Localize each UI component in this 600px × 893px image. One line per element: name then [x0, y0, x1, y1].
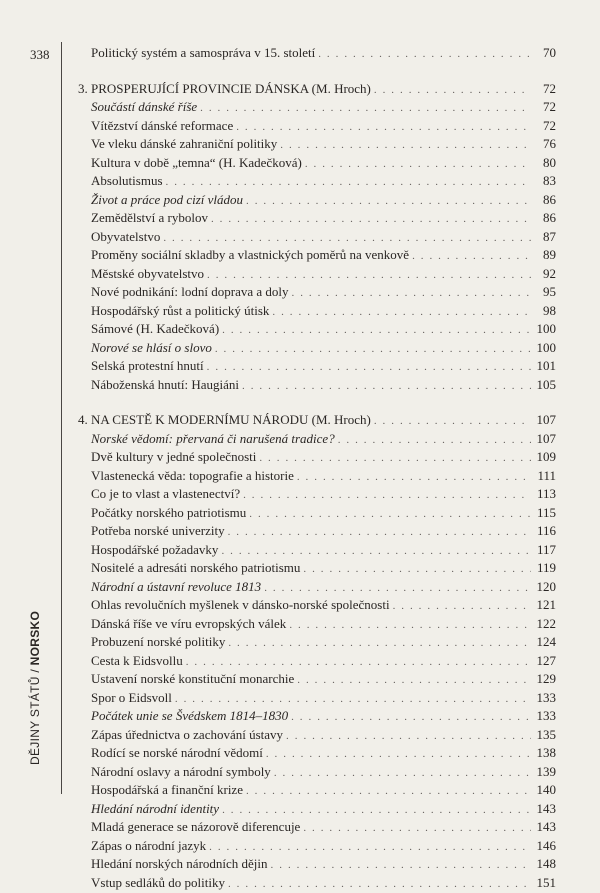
toc-entry [78, 154, 556, 173]
toc-entry-title: Vlastenecká věda: topografie a historie [78, 467, 294, 486]
dot-leader [280, 136, 531, 155]
toc-entry [78, 357, 556, 376]
toc-entry [78, 522, 556, 541]
dot-leader [175, 690, 531, 709]
dot-leader [249, 505, 531, 524]
dot-leader [338, 431, 531, 450]
toc-entry-page: 100 [534, 339, 556, 358]
dot-leader [228, 875, 531, 893]
toc-entry [78, 246, 556, 265]
toc-entry-title: Nositelé a adresáti norského patriotismu [78, 559, 300, 578]
toc-entry-title: Hledání národní identity [78, 800, 219, 819]
dot-leader [289, 616, 531, 635]
toc-entry-title: Národní oslavy a národní symboly [78, 763, 271, 782]
toc-entry [78, 44, 556, 63]
toc-entry-page: 107 [534, 430, 556, 449]
toc-entry-page: 143 [534, 818, 556, 837]
dot-leader [259, 449, 531, 468]
toc-entry [78, 800, 556, 819]
dot-leader [242, 377, 531, 396]
toc-entry-title: Ustavení norské konstituční monarchie [78, 670, 294, 689]
dot-leader [186, 653, 531, 672]
dot-leader [393, 597, 531, 616]
dot-leader [228, 634, 531, 653]
dot-leader [266, 745, 531, 764]
toc-entry-page: 148 [534, 855, 556, 874]
toc-entry-title: Spor o Eidsvoll [78, 689, 172, 708]
toc-entry [78, 376, 556, 395]
toc-entry [78, 707, 556, 726]
running-title-series: DĚJINY STÁTŮ / [28, 665, 42, 765]
toc-entry [78, 485, 556, 504]
dot-leader [200, 99, 531, 118]
toc-entry [78, 763, 556, 782]
toc-entry-page: 105 [534, 376, 556, 395]
toc-entry-page: 127 [534, 652, 556, 671]
toc-entry [78, 135, 556, 154]
dot-leader [274, 764, 531, 783]
toc-entry-title: Norové se hlásí o slovo [78, 339, 212, 358]
toc-entry-page: 98 [534, 302, 556, 321]
dot-leader [271, 856, 531, 875]
toc-entry [78, 744, 556, 763]
toc-entry-title: Kultura v době „temna“ (H. Kadečková) [78, 154, 302, 173]
toc-entry-page: 146 [534, 837, 556, 856]
toc-entry-title: Mladá generace se názorově diferencuje [78, 818, 300, 837]
toc-entry-page: 117 [534, 541, 556, 560]
dot-leader [374, 81, 531, 100]
dot-leader [291, 708, 531, 727]
toc-entry [78, 781, 556, 800]
dot-leader [305, 155, 531, 174]
toc-entry-title: Hospodářský růst a politický útisk [78, 302, 269, 321]
toc-entry-title: Zemědělství a rybolov [78, 209, 208, 228]
dot-leader [297, 671, 531, 690]
toc-entry-page: 95 [534, 283, 556, 302]
toc-entry-page: 119 [534, 559, 556, 578]
toc-entry [78, 320, 556, 339]
dot-leader [166, 173, 531, 192]
toc-entry-title: Absolutismus [78, 172, 163, 191]
dot-leader [264, 579, 531, 598]
dot-leader [236, 118, 531, 137]
toc-entry-page: 135 [534, 726, 556, 745]
toc-entry [78, 191, 556, 210]
toc-entry [78, 504, 556, 523]
chapter-heading [78, 411, 556, 430]
toc-entry-page: 121 [534, 596, 556, 615]
toc-entry-title: Zápas úřednictva o zachování ústavy [78, 726, 283, 745]
toc-entry-title: 3. PROSPERUJÍCÍ PROVINCIE DÁNSKA (M. Hroch) [78, 80, 371, 99]
toc-entry [78, 430, 556, 449]
toc-entry-title: Zápas o národní jazyk [78, 837, 206, 856]
dot-leader [243, 486, 531, 505]
toc-entry-page: 116 [534, 522, 556, 541]
toc-entry-page: 120 [534, 578, 556, 597]
toc-entry-page: 133 [534, 707, 556, 726]
dot-leader [297, 468, 531, 487]
toc-entry-title: Dvě kultury v jedné společnosti [78, 448, 256, 467]
dot-leader [286, 727, 531, 746]
toc-entry-page: 72 [534, 117, 556, 136]
dot-leader [207, 358, 531, 377]
toc-entry [78, 172, 556, 191]
toc-entry [78, 448, 556, 467]
toc-entry-title: Obyvatelstvo [78, 228, 160, 247]
dot-leader [163, 229, 531, 248]
toc-entry-page: 143 [534, 800, 556, 819]
toc-entry-page: 122 [534, 615, 556, 634]
dot-leader [211, 210, 531, 229]
toc-entry [78, 818, 556, 837]
toc-entry [78, 98, 556, 117]
dot-leader [222, 321, 531, 340]
toc-entry [78, 117, 556, 136]
toc-entry-title: Hospodářské požadavky [78, 541, 218, 560]
toc-entry [78, 578, 556, 597]
toc-entry [78, 855, 556, 874]
dot-leader [246, 782, 531, 801]
dot-leader [209, 838, 531, 857]
page-number: 338 [30, 47, 50, 63]
toc-entry-title: 4. NA CESTĚ K MODERNÍMU NÁRODU (M. Hroch) [78, 411, 371, 430]
dot-leader [228, 523, 531, 542]
toc-entry [78, 283, 556, 302]
toc-entry-page: 113 [534, 485, 556, 504]
toc-entry [78, 302, 556, 321]
toc-entry [78, 652, 556, 671]
toc-entry-title: Rodící se norské národní vědomí [78, 744, 263, 763]
toc-entry-title: Součástí dánské říše [78, 98, 197, 117]
chapter-spacer [78, 394, 556, 411]
toc-entry-page: 115 [534, 504, 556, 523]
toc-entry-title: Dánská říše ve víru evropských válek [78, 615, 286, 634]
toc-entry-page: 86 [534, 191, 556, 210]
dot-leader [215, 340, 531, 359]
dot-leader [303, 560, 531, 579]
toc-entry-title: Národní a ústavní revoluce 1813 [78, 578, 261, 597]
toc-entry-page: 92 [534, 265, 556, 284]
toc-entry-title: Sámové (H. Kadečková) [78, 320, 219, 339]
toc-entry-title: Hledání norských národních dějin [78, 855, 268, 874]
toc-entry-title: Vítězství dánské reformace [78, 117, 233, 136]
toc-entry-title: Náboženská hnutí: Haugiáni [78, 376, 239, 395]
toc-entry-page: 72 [534, 80, 556, 99]
toc-entry-page: 86 [534, 209, 556, 228]
dot-leader [292, 284, 532, 303]
toc-entry-title: Proměny sociální skladby a vlastnických poměrů na venkově [78, 246, 409, 265]
toc-entry [78, 837, 556, 856]
toc-entry-title: Hospodářská a finanční krize [78, 781, 243, 800]
dot-leader [221, 542, 531, 561]
toc-entry-title: Cesta k Eidsvollu [78, 652, 183, 671]
toc-entry-page: 109 [534, 448, 556, 467]
toc-entry [78, 874, 556, 893]
toc-entry [78, 689, 556, 708]
dot-leader [207, 266, 531, 285]
toc-entry-page: 72 [534, 98, 556, 117]
toc-entry-page: 151 [534, 874, 556, 893]
toc-entry-page: 76 [534, 135, 556, 154]
toc-entry-page: 140 [534, 781, 556, 800]
toc-entry-title: Ve vleku dánské zahraniční politiky [78, 135, 277, 154]
toc-entry [78, 265, 556, 284]
toc-entry-title: Selská protestní hnutí [78, 357, 204, 376]
toc-entry [78, 228, 556, 247]
toc-entry-title: Co je to vlast a vlastenectví? [78, 485, 240, 504]
dot-leader [374, 412, 531, 431]
toc-entry-page: 89 [534, 246, 556, 265]
toc-entry-page: 124 [534, 633, 556, 652]
toc-entry [78, 339, 556, 358]
toc-entry-title: Norské vědomí: přervaná či narušená tradice? [78, 430, 335, 449]
toc-entry [78, 541, 556, 560]
toc-entry-page: 80 [534, 154, 556, 173]
toc-entry-title: Ohlas revolučních myšlenek v dánsko-norské společnosti [78, 596, 390, 615]
toc-entry [78, 209, 556, 228]
toc-entry-title: Politický systém a samospráva v 15. století [78, 44, 315, 63]
toc-entry [78, 726, 556, 745]
toc-entry-title: Probuzení norské politiky [78, 633, 225, 652]
toc-entry-title: Potřeba norské univerzity [78, 522, 225, 541]
chapter-spacer [78, 63, 556, 80]
dot-leader [412, 247, 531, 266]
toc-entry-title: Počátky norského patriotismu [78, 504, 246, 523]
toc-entry [78, 467, 556, 486]
toc-entry [78, 596, 556, 615]
dot-leader [318, 45, 531, 64]
toc-entry-page: 101 [534, 357, 556, 376]
toc-entry-page: 111 [534, 467, 556, 486]
running-title-country: NORSKO [28, 611, 42, 665]
toc-entry-title: Nové podnikání: lodní doprava a doly [78, 283, 289, 302]
dot-leader [303, 819, 531, 838]
toc-entry-title: Městské obyvatelstvo [78, 265, 204, 284]
dot-leader [222, 801, 531, 820]
dot-leader [272, 303, 531, 322]
toc-entry [78, 633, 556, 652]
toc-entry-title: Počátek unie se Švédskem 1814–1830 [78, 707, 288, 726]
toc-entry-page: 87 [534, 228, 556, 247]
toc-entry-page: 133 [534, 689, 556, 708]
toc-entry-page: 70 [534, 44, 556, 63]
margin-rule [61, 42, 62, 794]
table-of-contents [78, 44, 556, 892]
toc-entry-title: Život a práce pod cizí vládou [78, 191, 243, 210]
toc-entry-page: 129 [534, 670, 556, 689]
chapter-heading [78, 80, 556, 99]
toc-entry [78, 559, 556, 578]
toc-entry-title: Vstup sedláků do politiky [78, 874, 225, 893]
toc-entry [78, 670, 556, 689]
toc-entry-page: 107 [534, 411, 556, 430]
dot-leader [246, 192, 531, 211]
running-title [28, 611, 42, 765]
toc-entry-page: 139 [534, 763, 556, 782]
toc-entry-page: 138 [534, 744, 556, 763]
toc-entry-page: 100 [534, 320, 556, 339]
toc-entry-page: 83 [534, 172, 556, 191]
toc-entry [78, 615, 556, 634]
